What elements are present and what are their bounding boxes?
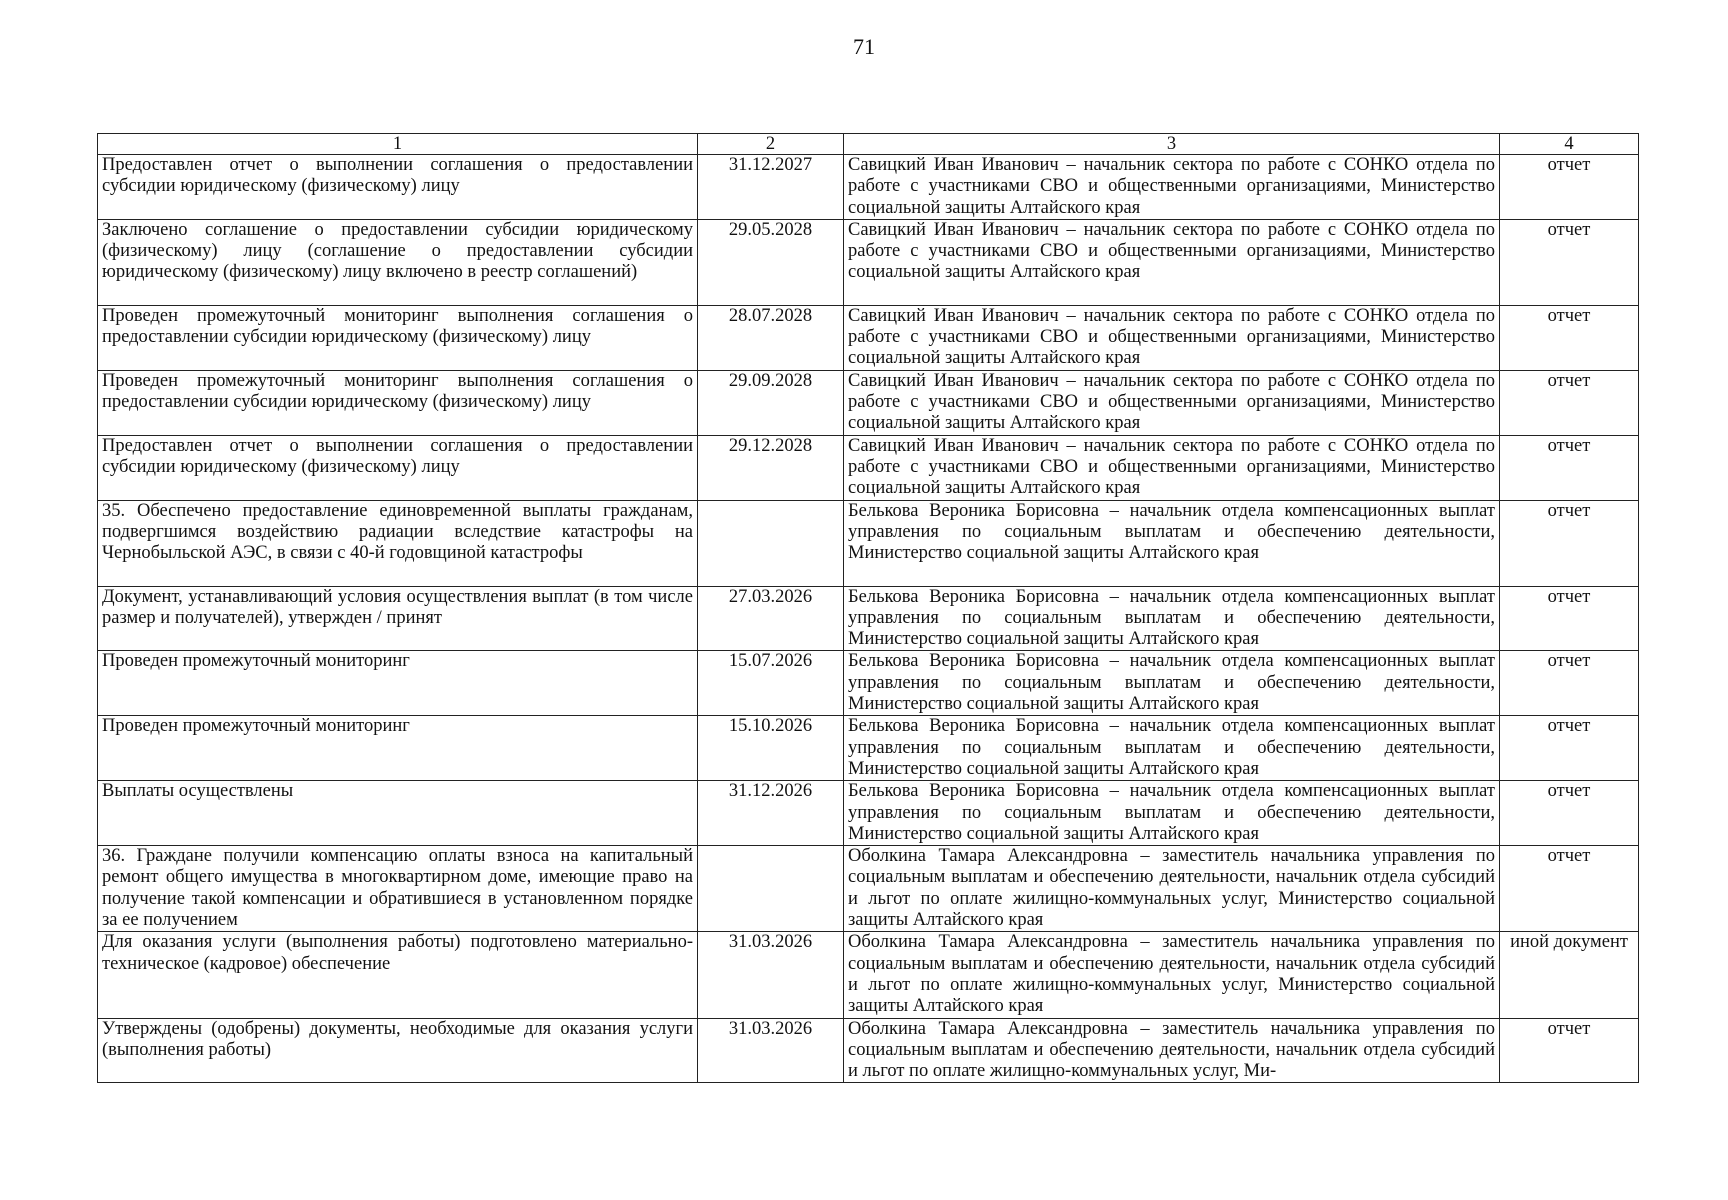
- column-header-1: 1: [98, 134, 698, 155]
- responsible-cell: Савицкий Иван Иванович – начальник сектора по работе с СОНКО отдела по работе с участниками СВО и общественными организациями, Министерство социальной защиты Алтайского края: [844, 219, 1500, 305]
- responsible-cell: Савицкий Иван Иванович – начальник сектора по работе с СОНКО отдела по работе с участниками СВО и общественными организациями, Министерство социальной защиты Алтайского края: [844, 370, 1500, 435]
- document-type-cell: отчет: [1500, 155, 1639, 220]
- table-row: [98, 846, 1639, 932]
- document-type-cell: отчет: [1500, 500, 1639, 586]
- event-cell: Проведен промежуточный мониторинг выполнения соглашения о предоставлении субсидии юридическому (физическому) лицу: [98, 370, 698, 435]
- column-header-3: 3: [844, 134, 1500, 155]
- table-row: [98, 435, 1639, 500]
- document-type-cell: отчет: [1500, 651, 1639, 716]
- date-cell: 29.09.2028: [698, 370, 844, 435]
- responsible-cell: Белькова Вероника Борисовна – начальник отдела компенсационных выплат управления по социальным выплатам и обеспечению деятельности, Министерство социальной защиты Алтайского края: [844, 586, 1500, 651]
- date-cell: 31.03.2026: [698, 932, 844, 1018]
- table-row: [98, 651, 1639, 716]
- date-cell: 31.12.2026: [698, 781, 844, 846]
- responsible-cell: Савицкий Иван Иванович – начальник сектора по работе с СОНКО отдела по работе с участниками СВО и общественными организациями, Министерство социальной защиты Алтайского края: [844, 155, 1500, 220]
- column-header-4: 4: [1500, 134, 1639, 155]
- event-cell: Предоставлен отчет о выполнении соглашения о предоставлении субсидии юридическому (физическому) лицу: [98, 155, 698, 220]
- table-row: [98, 716, 1639, 781]
- event-cell: Для оказания услуги (выполнения работы) подготовлено материально-техническое (кадровое) обеспечение: [98, 932, 698, 1018]
- table-row: [98, 586, 1639, 651]
- event-cell: Предоставлен отчет о выполнении соглашения о предоставлении субсидии юридическому (физическому) лицу: [98, 435, 698, 500]
- date-cell: 29.12.2028: [698, 435, 844, 500]
- responsible-cell: Белькова Вероника Борисовна – начальник отдела компенсационных выплат управления по социальным выплатам и обеспечению деятельности, Министерство социальной защиты Алтайского края: [844, 651, 1500, 716]
- document-type-cell: отчет: [1500, 716, 1639, 781]
- document-type-cell: отчет: [1500, 1018, 1639, 1083]
- table-row: [98, 305, 1639, 370]
- date-cell: [698, 500, 844, 586]
- document-type-cell: иной документ: [1500, 932, 1639, 1018]
- table-row: [98, 500, 1639, 586]
- document-type-cell: отчет: [1500, 370, 1639, 435]
- date-cell: [698, 846, 844, 932]
- table-row: [98, 155, 1639, 220]
- date-cell: 29.05.2028: [698, 219, 844, 305]
- page-number: 71: [853, 34, 875, 59]
- table-row: [98, 932, 1639, 1018]
- responsible-cell: Белькова Вероника Борисовна – начальник отдела компенсационных выплат управления по социальным выплатам и обеспечению деятельности, Министерство социальной защиты Алтайского края: [844, 500, 1500, 586]
- event-cell: Выплаты осуществлены: [98, 781, 698, 846]
- document-type-cell: отчет: [1500, 219, 1639, 305]
- event-cell: Проведен промежуточный мониторинг выполнения соглашения о предоставлении субсидии юридическому (физическому) лицу: [98, 305, 698, 370]
- document-type-cell: отчет: [1500, 305, 1639, 370]
- date-cell: 15.07.2026: [698, 651, 844, 716]
- date-cell: 28.07.2028: [698, 305, 844, 370]
- responsible-cell: Белькова Вероника Борисовна – начальник отдела компенсационных выплат управления по социальным выплатам и обеспечению деятельности, Министерство социальной защиты Алтайского края: [844, 781, 1500, 846]
- date-cell: 31.03.2026: [698, 1018, 844, 1083]
- table-header-row: [98, 134, 1639, 155]
- event-cell: Заключено соглашение о предоставлении субсидии юридическому (физическому) лицу (соглашение о предоставлении субсидии юридическому (физическому) лицу включено в реестр соглашений): [98, 219, 698, 305]
- event-cell: 35. Обеспечено предоставление единовременной выплаты гражданам, подвергшимся воздействию радиации вследствие катастрофы на Чернобыльской АЭС, в связи с 40-й годовщиной катастрофы: [98, 500, 698, 586]
- event-cell: 36. Граждане получили компенсацию оплаты взноса на капитальный ремонт общего имущества в многоквартирном доме, имеющие право на получение такой компенсации и обратившиеся в установленном порядке за ее получением: [98, 846, 698, 932]
- event-cell: Документ, устанавливающий условия осуществления выплат (в том числе размер и получателей), утвержден / принят: [98, 586, 698, 651]
- column-header-2: 2: [698, 134, 844, 155]
- plan-table: [97, 133, 1639, 1083]
- event-cell: Проведен промежуточный мониторинг: [98, 716, 698, 781]
- table-row: [98, 781, 1639, 846]
- event-cell: Утверждены (одобрены) документы, необходимые для оказания услуги (выполнения работы): [98, 1018, 698, 1083]
- event-cell: Проведен промежуточный мониторинг: [98, 651, 698, 716]
- document-type-cell: отчет: [1500, 586, 1639, 651]
- responsible-cell: Оболкина Тамара Александровна – заместитель начальника управления по социальным выплатам и обеспечению деятельности, начальник отдела субсидий и льгот по оплате жилищно-коммунальных услуг, Министерство социальной защиты Алтайского края: [844, 932, 1500, 1018]
- responsible-cell: Оболкина Тамара Александровна – заместитель начальника управления по социальным выплатам и обеспечению деятельности, начальник отдела субсидий и льгот по оплате жилищно-коммунальных услуг, Ми-: [844, 1018, 1500, 1083]
- table-row: [98, 370, 1639, 435]
- date-cell: 27.03.2026: [698, 586, 844, 651]
- responsible-cell: Савицкий Иван Иванович – начальник сектора по работе с СОНКО отдела по работе с участниками СВО и общественными организациями, Министерство социальной защиты Алтайского края: [844, 305, 1500, 370]
- date-cell: 31.12.2027: [698, 155, 844, 220]
- document-type-cell: отчет: [1500, 435, 1639, 500]
- responsible-cell: Савицкий Иван Иванович – начальник сектора по работе с СОНКО отдела по работе с участниками СВО и общественными организациями, Министерство социальной защиты Алтайского края: [844, 435, 1500, 500]
- document-type-cell: отчет: [1500, 846, 1639, 932]
- document-type-cell: отчет: [1500, 781, 1639, 846]
- responsible-cell: Белькова Вероника Борисовна – начальник отдела компенсационных выплат управления по социальным выплатам и обеспечению деятельности, Министерство социальной защиты Алтайского края: [844, 716, 1500, 781]
- table-row: [98, 219, 1639, 305]
- table-row: [98, 1018, 1639, 1083]
- date-cell: 15.10.2026: [698, 716, 844, 781]
- responsible-cell: Оболкина Тамара Александровна – заместитель начальника управления по социальным выплатам и обеспечению деятельности, начальник отдела субсидий и льгот по оплате жилищно-коммунальных услуг, Министерство социальной защиты Алтайского края: [844, 846, 1500, 932]
